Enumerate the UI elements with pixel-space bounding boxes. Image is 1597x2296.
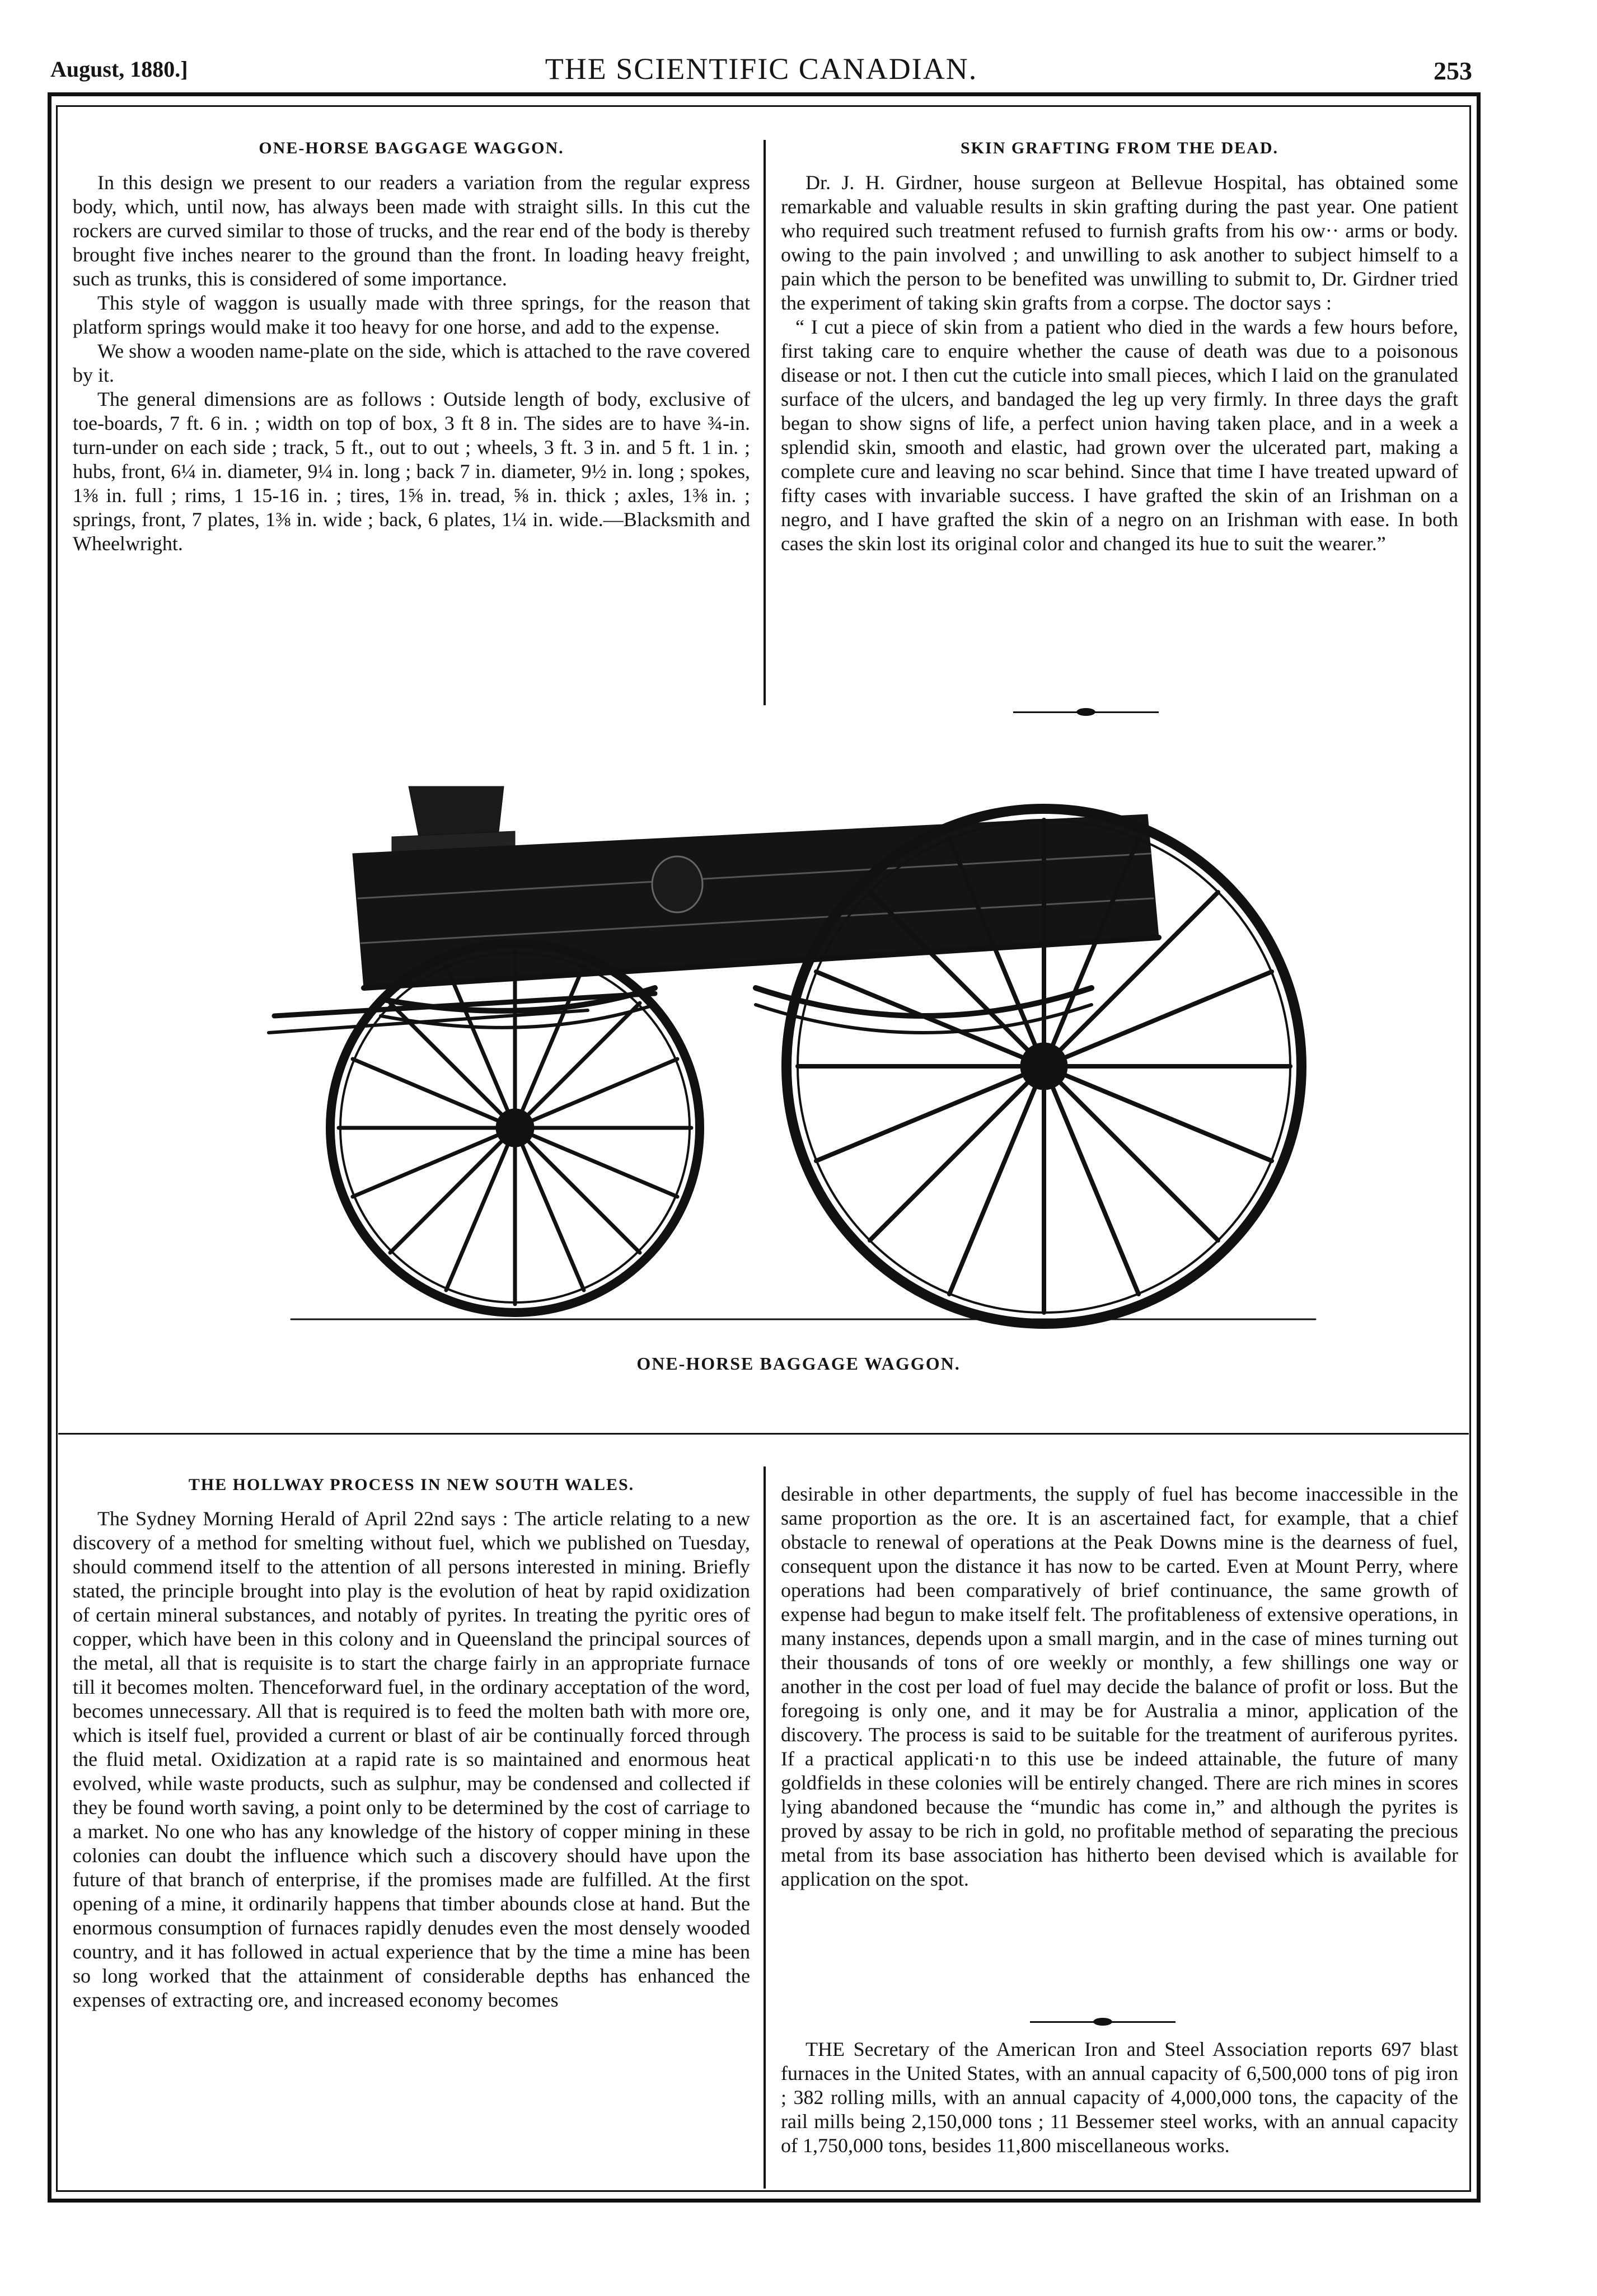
paragraph: This style of waggon is usually made with three springs, for the reason that platform springs would make it too heavy for one horse, and add to the expense. <box>73 292 750 338</box>
paragraph: We show a wooden name-plate on the side, which is attached to the rave covered by it. <box>73 340 750 386</box>
column-rule-top <box>764 140 766 705</box>
divider-ornament <box>1013 706 1159 718</box>
article-body-hollway <box>73 1507 750 2012</box>
illustration-caption: ONE-HORSE BAGGAGE WAGGON. <box>636 1353 961 1374</box>
paragraph: In this design we present to our readers a variation from the regular express body, which, until now, has always been made with straight sills. In this cut the rockers are curved similar to those of trucks, and the rear end of the body is thereby brought five inches nearer to the ground than the front. In loading heavy freight, such as trunks, this is considered of some importance. <box>73 171 750 290</box>
article-body-grafting <box>781 171 1458 556</box>
header-title: THE SCIENTIFIC CANADIAN. <box>545 52 978 86</box>
page-header <box>50 51 1472 96</box>
paragraph: desirable in other departments, the supply of fuel has become inaccessible in the same proportion as the ore. It is an ascertained fact, for example, that a chief obstacle to renewal of operations at the Peak Downs mine is the dearness of fuel, consequent upon the distance it has now to be carted. Even at Mount Perry, where operations had been comparatively of brief continuance, the same growth of expense had begun to make itself felt. The profitableness of extensive operations, in many instances, depends upon a small margin, and in the case of mines turning out their thousands of tons of ore weekly or monthly, a few shillings one way or another in the cost per load of fuel may decide the balance of profit or loss. But the foregoing is only one, and it may be for Australia a minor, application of the discovery. The process is said to be suitable for the treatment of auriferous pyrites. If a practical applicati·n to this use be indeed attainable, the future of many goldfields in these colonies will be entirely changed. There are rich mines in scores lying abandoned because the “mundic has come in,” and although the pyrites is proved by assay to be rich in gold, no profitable method of separating the precious metal from its base association has hitherto been devised which is available for application on the spot. <box>781 1483 1458 1890</box>
header-date: August, 1880.] <box>50 57 188 82</box>
paragraph: The Sydney Morning Herald of April 22nd says : The article relating to a new discovery of a method for smelting without fuel, which we published on Tuesday, should commend itself to the attention of all persons interested in mining. Briefly stated, the principle brought into play is the evolution of heat by rapid oxidization of certain mineral substances, and notably of pyrites. In treating the pyritic ores of copper, which have been in this colony and in Queensland the principal sources of the metal, all that is requisite is to start the charge fairly in an appropriate furnace till it becomes molten. Thenceforward fuel, in the ordinary acceptation of the word, becomes unnecessary. All that is required is to feed the molten bath with more ore, which is itself fuel, provided a current or blast of air be continually forced through the fluid metal. Oxidization at a rapid rate is so maintained and enormous heat evolved, while waste products, such as sulphur, may be condensed and collected if they be found worth saving, a point only to be determined by the cost of carriage to a market. No one who has any knowledge of the history of copper mining in these colonies can doubt the influence which such a discovery should have upon the future of that branch of enterprise, if the promises made are fulfilled. At the first opening of a mine, it ordinarily happens that timber abounds close at hand. But the enormous consumption of furnaces rapidly denudes even the most densely wooded country, and it has followed in actual experience that by the time a mine has been so long worked that the attainment of considerable depths has enhanced the expenses of extracting ore, and increased economy becomes <box>73 1507 750 2011</box>
article-body-iron-steel <box>781 2037 1458 2158</box>
paragraph: THE Secretary of the American Iron and Steel Association reports 697 blast furnaces in the United States, with an annual capacity of 6,500,000 tons of pig iron ; 382 rolling mills, with an annual capacity of 4,000,000 tons, the capacity of the rail mills being 2,150,000 tons ; 11 Bessemer steel works, with an annual capacity of 1,750,000 tons, besides 11,800 miscellaneous works. <box>781 2038 1458 2157</box>
waggon-illustration <box>252 753 1338 1335</box>
article-title-grafting: SKIN GRAFTING FROM THE DEAD. <box>961 139 1278 157</box>
article-title-hollway: THE HOLLWAY PROCESS IN NEW SOUTH WALES. <box>188 1475 635 1494</box>
article-body-hollway-continued <box>781 1482 1458 1891</box>
column-rule-bottom <box>764 1466 766 2189</box>
article-title-waggon: ONE-HORSE BAGGAGE WAGGON. <box>259 139 564 157</box>
article-body-waggon <box>73 171 750 556</box>
header-page-number: 253 <box>1434 57 1472 85</box>
paragraph: The general dimensions are as follows : Outside length of body, exclusive of toe-boards, 7 ft. 6 in. ; width on top of box, 3 ft 8 in. The sides are to have ¾-in. turn-under on each side ; track, 5 ft., out to out ; wheels, 3 ft. 3 in. and 5 ft. 1 in. ; hubs, front, 6¼ in. diameter, 9¼ in. long ; back 7 in. diameter, 9½ in. long ; spokes, 1⅜ in. full ; rims, 1 15-16 in. ; tires, 1⅝ in. tread, ⅝ in. thick ; axles, 1⅜ in. ; springs, front, 7 plates, 1⅜ in. wide ; back, 6 plates, 1¼ in. wide.—Blacksmith and Wheelwright. <box>73 388 750 555</box>
section-rule <box>58 1433 1469 1435</box>
paragraph: “ I cut a piece of skin from a patient who died in the wards a few hours before, first taking care to enquire whether the cause of death was due to a poisonous disease or not. I then cut the cuticle into small pieces, which I laid on the granulated surface of the ulcers, and bandaged the leg up very firmly. In three days the graft began to show signs of life, a perfect union having taken place, and in a week a splendid skin, smooth and elastic, had grown over the ulcerated part, making a complete cure and leaving no scar behind. Since that time I have treated upward of fifty cases with invariable success. I have grafted the skin of an Irishman on a negro, and I have grafted the skin of a negro on an Irishman with ease. In both cases the skin lost its original color and changed its hue to suit the wearer.” <box>781 316 1458 555</box>
divider-ornament <box>1030 2016 1175 2027</box>
paragraph: Dr. J. H. Girdner, house surgeon at Bellevue Hospital, has obtained some remarkable and valuable results in skin grafting during the past year. One patient who required such treatment refused to furnish grafts from his ow·· arms or body. owing to the pain involved ; and unwilling to ask another to subject himself to a pain which the person to be benefited was unwilling to submit to, Dr. Girdner tried the experiment of taking skin grafts from a corpse. The doctor says : <box>781 171 1458 314</box>
